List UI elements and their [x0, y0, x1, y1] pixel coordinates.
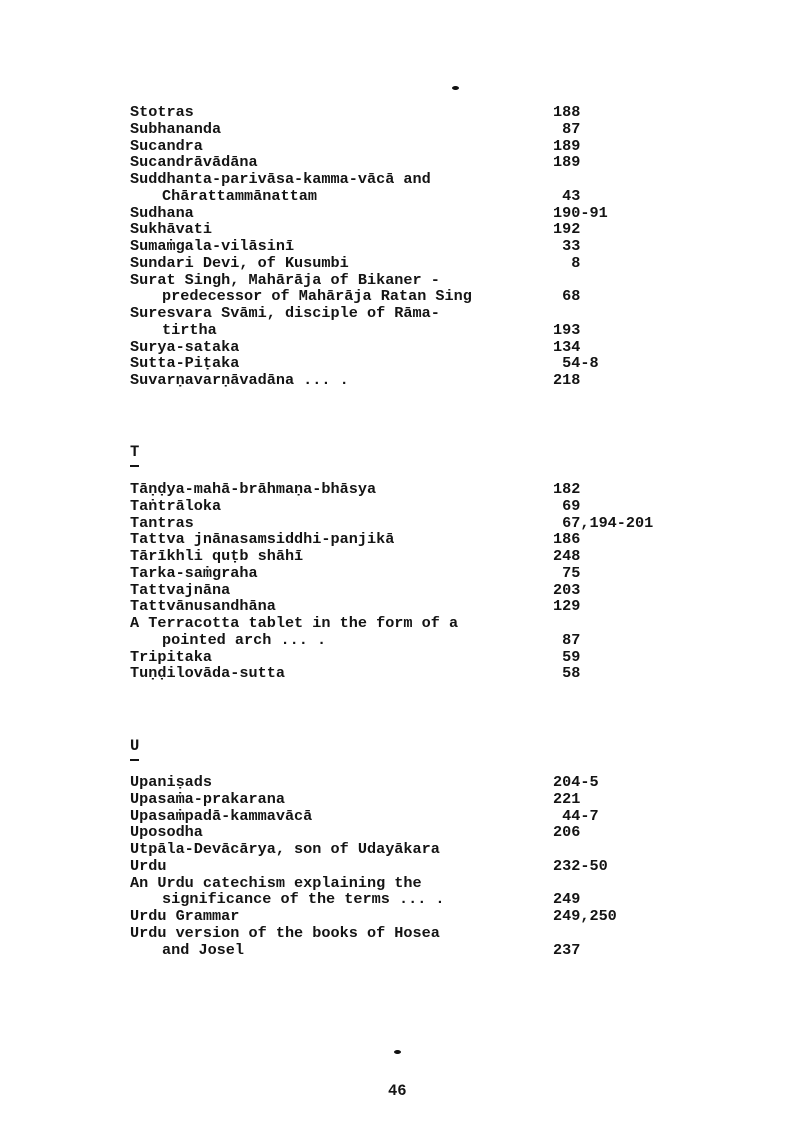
- index-entry: [130, 665, 690, 682]
- index-term: An Urdu catechism explaining the: [130, 873, 422, 892]
- index-term: Tantras: [130, 513, 194, 532]
- index-term: Upasaṁa-prakarana: [130, 789, 285, 808]
- index-entry: [130, 824, 690, 841]
- index-term: Surat Singh, Mahārāja of Bikaner -: [130, 270, 440, 289]
- index-term: Sutta-Piṭaka: [130, 354, 240, 373]
- index-term-continuation: and Josel: [162, 940, 245, 959]
- index-term: Urdu: [130, 856, 167, 875]
- index-page-ref: 206: [553, 823, 581, 842]
- index-page-ref: 192: [553, 220, 581, 239]
- index-entry: [130, 322, 690, 339]
- index-entry: [130, 942, 690, 959]
- ink-speck: [394, 1050, 401, 1054]
- index-entry: [130, 171, 690, 188]
- index-term: Sucandrāvādāna: [130, 153, 258, 172]
- index-term: Suvarṇavarṇāvadāna ... .: [130, 371, 349, 389]
- index-page-ref: 58: [553, 664, 581, 683]
- index-term: Tarka-saṁgraha: [130, 563, 258, 582]
- index-page-ref: 249: [553, 890, 581, 909]
- index-page-ref: 182: [553, 480, 581, 498]
- index-page-ref: 188: [553, 103, 581, 121]
- index-term: Suddhanta-parivāsa-kamma-vācā and: [130, 170, 431, 188]
- index-term: Sundari Devi, of Kusumbi: [130, 253, 349, 272]
- index-page-ref: 232-50: [553, 856, 608, 875]
- index-page-ref: 44-7: [553, 806, 599, 825]
- index-entry: [130, 808, 690, 825]
- index-entry: [130, 288, 690, 305]
- index-term-continuation: Chārattammānattam: [162, 186, 317, 205]
- index-page-ref: 189: [553, 153, 581, 172]
- index-term: Tāṇḍya-mahā-brāhmaṇa-bhāsya: [130, 480, 377, 498]
- index-page-ref: 59: [553, 647, 581, 666]
- index-term: Tattva jnānasamsiddhi-panjikā: [130, 530, 395, 549]
- index-page-ref: 8: [553, 253, 581, 272]
- index-entry: [130, 372, 690, 389]
- index-term: Tuṇḍilovāda-sutta: [130, 664, 285, 683]
- index-term: Sukhāvati: [130, 220, 213, 239]
- index-entry: [130, 565, 690, 582]
- index-entry: [130, 515, 690, 532]
- index-entry: [130, 121, 690, 138]
- index-page-ref: 54-8: [553, 354, 599, 373]
- index-page-ref: 190-91: [553, 203, 608, 222]
- index-entry: [130, 138, 690, 155]
- index-page-ref: 67,194-201: [553, 513, 654, 532]
- index-page-ref: 186: [553, 530, 581, 549]
- index-page-ref: 221: [553, 789, 581, 808]
- index-term: Urdu Grammar: [130, 907, 240, 925]
- index-entry: [130, 791, 690, 808]
- index-page-ref: 33: [553, 237, 581, 255]
- index-term: Stotras: [130, 103, 194, 121]
- index-page-ref: 218: [553, 371, 581, 389]
- index-term: Upaniṣads: [130, 773, 213, 791]
- index-entry: [130, 774, 690, 791]
- index-page-ref: 248: [553, 547, 581, 565]
- index-entry: [130, 339, 690, 356]
- index-entry: [130, 498, 690, 515]
- index-entry: [130, 548, 690, 565]
- index-page-ref: 193: [553, 320, 581, 339]
- index-section-u: [130, 774, 690, 958]
- index-term: Surya-sataka: [130, 337, 240, 356]
- index-page-ref: 75: [553, 563, 581, 582]
- index-page-ref: 134: [553, 337, 581, 356]
- index-entry: [130, 481, 690, 498]
- index-term: Tattvajnāna: [130, 580, 231, 599]
- index-entry: [130, 272, 690, 289]
- index-entry: [130, 104, 690, 121]
- index-entry: [130, 305, 690, 322]
- index-page-ref: 237: [553, 940, 581, 959]
- ink-speck: [452, 86, 459, 90]
- index-section-t: [130, 481, 690, 682]
- index-entry: [130, 858, 690, 875]
- index-page-ref: 203: [553, 580, 581, 599]
- index-entry: [130, 649, 690, 666]
- index-term: Sucandra: [130, 136, 203, 155]
- page-number: 46: [388, 1082, 407, 1100]
- section-letter-underline: [130, 465, 139, 467]
- index-entry: [130, 355, 690, 372]
- index-page-ref: 189: [553, 136, 581, 155]
- index-term-continuation: significance of the terms ... .: [162, 890, 445, 909]
- index-entry: [130, 598, 690, 615]
- index-term: A Terracotta tablet in the form of a: [130, 614, 459, 632]
- index-page-ref: 69: [553, 496, 581, 515]
- section-letter-t: T: [130, 443, 140, 461]
- index-entry: [130, 205, 690, 222]
- index-entry: [130, 632, 690, 649]
- index-term: Subhananda: [130, 119, 222, 138]
- index-page-ref: 87: [553, 630, 581, 649]
- index-term: Urdu version of the books of Hosea: [130, 923, 440, 942]
- index-term-continuation: tirtha: [162, 320, 217, 339]
- index-entry: [130, 255, 690, 272]
- index-entry: [130, 582, 690, 599]
- index-entry: [130, 841, 690, 858]
- index-term-continuation: predecessor of Mahārāja Ratan Sing: [162, 287, 472, 306]
- index-page-ref: 129: [553, 597, 581, 616]
- index-entry: [130, 891, 690, 908]
- index-section-s: [130, 104, 690, 389]
- index-page-ref: 68: [553, 287, 581, 306]
- index-entry: [130, 925, 690, 942]
- index-term: Tattvānusandhāna: [130, 597, 276, 616]
- index-entry: [130, 154, 690, 171]
- index-entry: [130, 908, 690, 925]
- index-entry: [130, 531, 690, 548]
- index-term-continuation: pointed arch ... .: [162, 630, 327, 649]
- section-letter-underline: [130, 759, 139, 761]
- index-page-ref: 87: [553, 119, 581, 138]
- index-page-ref: 249,250: [553, 907, 617, 925]
- index-term: Sumaṁgala-vilāsinī: [130, 237, 295, 255]
- index-term: Sudhana: [130, 203, 194, 222]
- index-entry: [130, 875, 690, 892]
- index-entry: [130, 238, 690, 255]
- section-letter-u: U: [130, 737, 140, 755]
- index-term: Upasaṁpadā-kammavācā: [130, 806, 313, 825]
- index-term: Tārīkhli quṭb shāhī: [130, 547, 304, 565]
- index-entry: [130, 221, 690, 238]
- index-entry: [130, 188, 690, 205]
- index-entry: [130, 615, 690, 632]
- index-term: Suresvara Svāmi, disciple of Rāma-: [130, 304, 440, 322]
- index-term: Taṅtrāloka: [130, 496, 222, 515]
- index-page-ref: 204-5: [553, 773, 599, 791]
- index-page-ref: 43: [553, 186, 581, 205]
- index-term: Uposodha: [130, 823, 203, 842]
- index-term: Tripitaka: [130, 647, 213, 666]
- index-term: Utpāla-Devācārya, son of Udayākara: [130, 840, 440, 858]
